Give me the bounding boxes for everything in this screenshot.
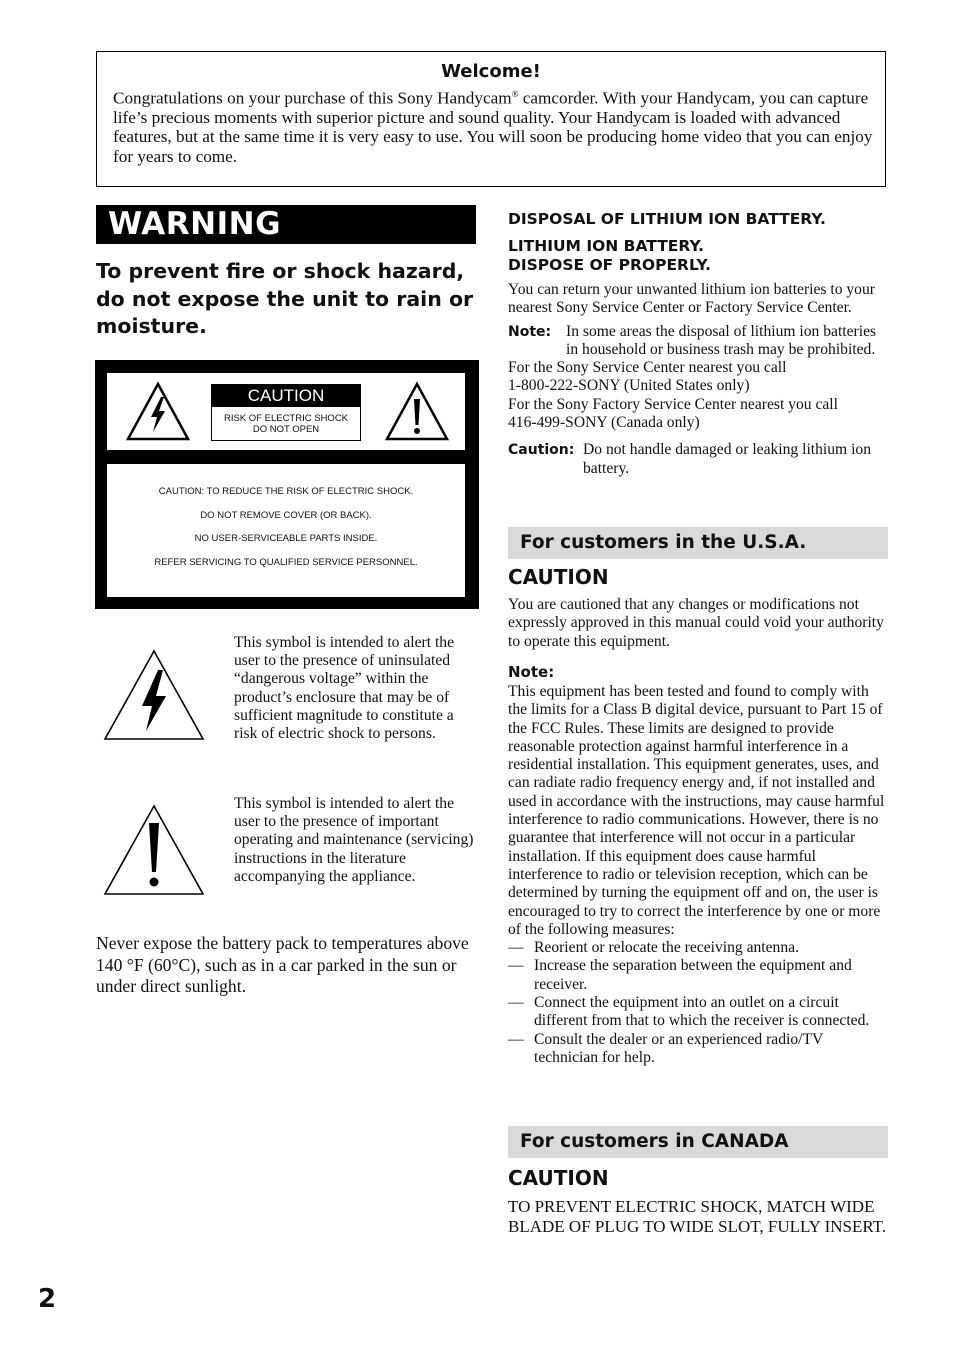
- exclamation-icon: [384, 381, 450, 443]
- canada-section-title: For customers in CANADA: [520, 1131, 789, 1152]
- usa-note-label: Note:: [508, 663, 555, 681]
- usa-caution-text: You are cautioned that any changes or modifications not expressly approved in this manual could void your authority to operate this equipment.: [508, 596, 884, 650]
- caution-box-text: [212, 413, 360, 435]
- list-item: [508, 939, 890, 957]
- disposal-heading: DISPOSAL OF LITHIUM ION BATTERY.: [508, 210, 826, 228]
- dash: —: [508, 939, 524, 957]
- dash: —: [508, 1030, 524, 1048]
- caution-box-head: CAUTION: [212, 385, 360, 407]
- list-item: [508, 1031, 890, 1068]
- list-item: [508, 994, 890, 1031]
- dash: —: [508, 994, 524, 1012]
- note-label: Note:: [508, 323, 552, 340]
- measure-text: Reorient or relocate the receiving antenna.: [534, 939, 799, 957]
- disposal-subheading: LITHIUM ION BATTERY.: [508, 237, 705, 255]
- disposal-paragraph: You can return your unwanted lithium ion batteries to your nearest Sony Service Center or Factory Service Center.: [508, 281, 875, 317]
- caution-label-top: [107, 373, 465, 450]
- note-text: In some areas the disposal of lithium ion batteries in household or business trash may be prohibited.: [566, 322, 877, 358]
- warning-title-bar: [96, 205, 476, 244]
- usa-caution-heading: CAUTION: [508, 565, 609, 589]
- welcome-text: [113, 85, 873, 166]
- caution-label-line: DO NOT REMOVE COVER (OR BACK).: [200, 510, 372, 521]
- service-line: For the Sony Service Center nearest you call: [508, 359, 787, 377]
- caution-label-bottom: [107, 464, 465, 597]
- service-line: 1-800-222-SONY (United States only): [508, 377, 750, 395]
- welcome-text-end: camcorder. With your Handycam, you can capture life’s precious moments with superior picture and sound quality. Your Handycam is loaded with advanced features, but at the same time it is very easy to use. You will soon be producing home video that you can enjoy for years to come.: [113, 88, 873, 166]
- exclamation-symbol-text: This symbol is intended to alert the user to the presence of important operating and maintenance (servicing) instructions in the literature accompanying the appliance.: [234, 795, 474, 885]
- caution-label-line: NO USER-SERVICEABLE PARTS INSIDE.: [194, 533, 378, 544]
- battery-temperature-warning: Never expose the battery pack to temperatures above 140 °F (60°C), such as in a car parked in the sun or under direct sunlight.: [96, 933, 469, 996]
- exclamation-symbol-icon: [102, 803, 206, 897]
- warning-title: WARNING: [108, 206, 282, 242]
- dash: —: [508, 957, 524, 975]
- page-number: 2: [38, 1284, 57, 1314]
- lightning-symbol-text: This symbol is intended to alert the user to the presence of uninsulated “dangerous voltage” within the product’s enclosure that may be of sufficient magnitude to constitute a risk of electric shock to persons.: [234, 634, 455, 743]
- service-line: For the Sony Factory Service Center nearest you call: [508, 395, 838, 413]
- measure-text: Consult the dealer or an experienced radio/TV technician for help.: [534, 1030, 823, 1066]
- caution-box-line: DO NOT OPEN: [252, 424, 320, 435]
- measure-text: Connect the equipment into an outlet on a circuit different from that to which the receiver is connected.: [534, 994, 870, 1030]
- canada-caution-text: TO PREVENT ELECTRIC SHOCK, MATCH WIDE BLADE OF PLUG TO WIDE SLOT, FULLY INSERT.: [508, 1197, 887, 1236]
- caution-label: [95, 360, 479, 609]
- usa-note: [508, 663, 890, 1067]
- disposal-subheading: DISPOSE OF PROPERLY.: [508, 256, 712, 274]
- caution-label-text: Caution:: [508, 442, 575, 459]
- canada-section-bar: [508, 1126, 888, 1158]
- caution-box-line: RISK OF ELECTRIC SHOCK: [223, 413, 349, 424]
- welcome-title: Welcome!: [441, 61, 541, 82]
- welcome-box: [96, 51, 886, 187]
- welcome-text-start: Congratulations on your purchase of this Sony Handycam: [113, 88, 512, 108]
- warning-subtitle: To prevent fire or shock hazard, do not expose the unit to rain or moisture.: [96, 259, 474, 338]
- list-item: [508, 957, 890, 994]
- measure-text: Increase the separation between the equipment and receiver.: [534, 957, 852, 993]
- measures-list: [508, 939, 890, 1067]
- service-line: 416-499-SONY (Canada only): [508, 414, 700, 432]
- canada-caution-heading: CAUTION: [508, 1166, 609, 1190]
- usa-note-text: This equipment has been tested and found to comply with the limits for a Class B digital device, pursuant to Part 15 of the FCC Rules. These limits are designed to provide reasonable protection against harmful interference in a residential installation. This equipment generates, uses, and can radiate radio frequency energy and, if not installed and used in accordance with the instructions, may cause harmful interference to radio communications. However, there is no guarantee that interference will not occur in a particular installation. If this equipment does cause harmful interference to radio or television reception, which can be determined by turning the equipment off and on, the user is encouraged to try to correct the interference by one or more of the following measures:: [508, 683, 885, 938]
- caution-label-line: CAUTION: TO REDUCE THE RISK OF ELECTRIC SHOCK.: [158, 486, 414, 497]
- usa-section-bar: [508, 527, 888, 559]
- usa-section-title: For customers in the U.S.A.: [520, 532, 807, 553]
- caution-box: [211, 384, 361, 441]
- caution-text: Do not handle damaged or leaking lithium ion battery.: [583, 441, 871, 477]
- electric-shock-icon: [125, 381, 191, 443]
- registered-mark: ®: [511, 89, 519, 99]
- caution-label-line: REFER SERVICING TO QUALIFIED SERVICE PERSONNEL.: [154, 557, 418, 568]
- disposal-section: [508, 210, 890, 478]
- disposal-note: [508, 323, 890, 360]
- disposal-caution: [508, 441, 890, 478]
- lightning-symbol-icon: [102, 648, 206, 742]
